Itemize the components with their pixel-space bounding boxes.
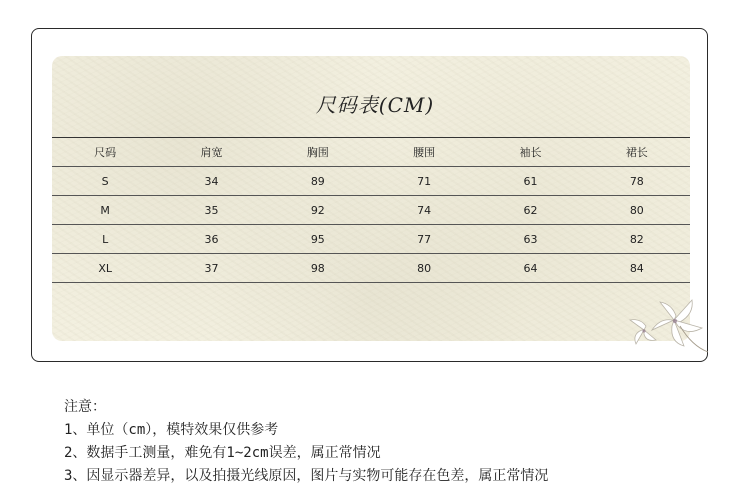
table-row <box>52 225 690 254</box>
notes-section <box>64 396 548 488</box>
white-flower-icon <box>622 290 714 356</box>
note-item: 3、因显示器差异，以及拍摄光线原因，图片与实物可能存在色差，属正常情况 <box>64 468 549 484</box>
table-row <box>52 254 690 283</box>
table-cell: 74 <box>371 196 477 225</box>
table-cell: 84 <box>584 254 690 283</box>
header-waist: 腰围 <box>371 138 477 167</box>
table-cell: 92 <box>265 196 371 225</box>
table-cell: 64 <box>477 254 583 283</box>
header-size: 尺码 <box>52 138 158 167</box>
table-cell: XL <box>52 254 158 283</box>
table-cell: 78 <box>584 167 690 196</box>
table-cell: L <box>52 225 158 254</box>
table-cell: M <box>52 196 158 225</box>
table-cell: 62 <box>477 196 583 225</box>
size-chart-title: 尺码表(CM) <box>315 93 435 117</box>
table-cell: 80 <box>371 254 477 283</box>
size-table <box>52 137 690 283</box>
table-cell: 98 <box>265 254 371 283</box>
table-cell: 80 <box>584 196 690 225</box>
header-bust: 胸围 <box>265 138 371 167</box>
table-cell: 71 <box>371 167 477 196</box>
note-item: 2、数据手工测量，难免有1~2cm误差，属正常情况 <box>64 445 381 461</box>
table-cell: S <box>52 167 158 196</box>
header-shoulder: 肩宽 <box>158 138 264 167</box>
note-item: 1、单位（cm），模特效果仅供参考 <box>64 422 279 438</box>
table-row <box>52 167 690 196</box>
table-cell: 89 <box>265 167 371 196</box>
table-cell: 35 <box>158 196 264 225</box>
table-cell: 61 <box>477 167 583 196</box>
table-cell: 63 <box>477 225 583 254</box>
notes-heading: 注意： <box>64 399 106 415</box>
table-cell: 95 <box>265 225 371 254</box>
header-skirt-length: 裙长 <box>584 138 690 167</box>
table-header-row <box>52 138 690 167</box>
table-cell: 77 <box>371 225 477 254</box>
table-row <box>52 196 690 225</box>
table-cell: 36 <box>158 225 264 254</box>
header-sleeve: 袖长 <box>477 138 583 167</box>
table-cell: 37 <box>158 254 264 283</box>
table-cell: 82 <box>584 225 690 254</box>
table-cell: 34 <box>158 167 264 196</box>
